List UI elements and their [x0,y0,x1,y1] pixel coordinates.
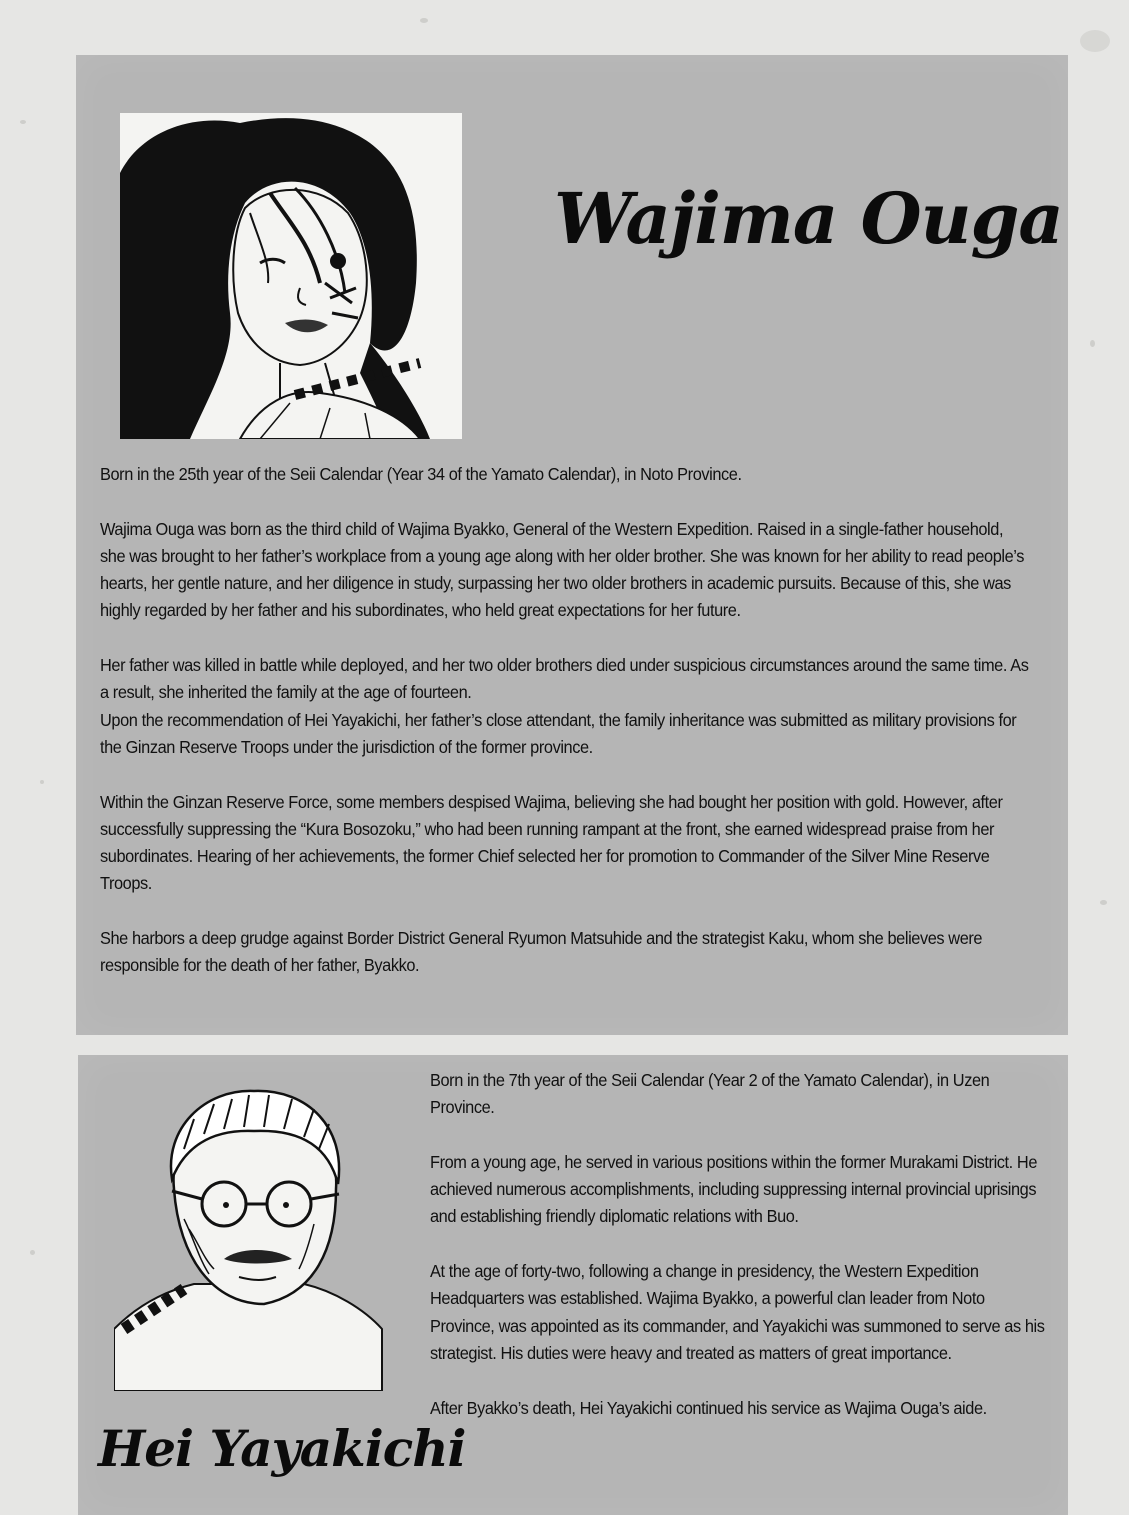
profile-card-wajima-ouga [76,55,1068,1035]
paper-texture [20,120,26,124]
paper-texture [1090,340,1095,347]
portrait-wajima-ouga [120,113,462,439]
portrait-hei-yayakichi [114,1079,384,1391]
bio-paragraph: Upon the recommendation of Hei Yayakichi, her father’s close attendant, the family inheritance was submitted as military provisions for the Ginzan Reserve Troops under the jurisdiction of the former province. [100,709,1017,757]
bio-paragraph [100,652,1030,707]
bio-paragraph: Born in the 7th year of the Seii Calendar (Year 2 of the Yamato Calendar), in Uzen Province. [430,1070,990,1118]
bio-paragraph: She harbors a deep grudge against Border District General Ryumon Matsuhide and the strategist Kaku, whom she believes were responsible for the death of her father, Byakko. [100,928,983,976]
bio-paragraph-line: Her father was killed in battle while deployed, and her two older brothers died under suspicious circumstances around the same time. As a result, she inherited the family at the age of fourteen. [100,655,1029,703]
paper-texture [420,18,428,23]
profile-card-hei-yayakichi [78,1055,1068,1515]
bio-paragraph: Born in the 25th year of the Seii Calendar (Year 34 of the Yamato Calendar), in Noto Province. [100,464,742,484]
bio-paragraph: From a young age, he served in various positions within the former Murakami District. He achieved numerous accomplishments, including suppressing internal provincial uprisings and establishing friendly diplomatic relations with Buo. [430,1151,1038,1227]
paper-texture [40,780,44,784]
character-biography [100,461,1030,980]
character-name: Hei Yayakichi [98,1419,466,1478]
character-biography [430,1067,1053,1422]
bio-paragraph: At the age of forty-two, following a change in presidency, the Western Expedition Headquarters was established. Wajima Byakko, a powerful clan leader from Noto Province, was appointed as its commander, and Yayakichi was summoned to serve as his strategist. His duties were heavy and treated as matters of great importance. [430,1261,1045,1363]
bio-paragraph: After Byakko’s death, Hei Yayakichi continued his service as Wajima Ouga’s aide. [430,1397,987,1418]
character-name: Wajima Ouga [554,177,1063,260]
bio-paragraph: Within the Ginzan Reserve Force, some members despised Wajima, believing she had bought her position with gold. However, after successfully suppressing the “Kura Bosozoku,” who had been running rampant at the front, she earned widespread praise from her subordinates. Hearing of her achievements, the former Chief selected her for promotion to Commander of the Silver Mine Reserve Troops. [100,791,1003,894]
old-man-with-glasses-portrait-icon [114,1079,384,1391]
paper-texture [30,1250,35,1255]
paper-texture [1080,30,1110,52]
paper-texture [1100,900,1107,905]
long-haired-woman-portrait-icon [120,113,462,439]
bio-paragraph: Wajima Ouga was born as the third child of Wajima Byakko, General of the Western Expedition. Raised in a single-father household, she was brought to her father’s workplace from a young age along with her older brother. She was known for her ability to read people’s hearts, her gentle nature, and her diligence in study, surpassing her two older brothers in academic pursuits. Because of this, she was highly regarded by her father and his subordinates, who held great expectations for her future. [100,518,1024,621]
